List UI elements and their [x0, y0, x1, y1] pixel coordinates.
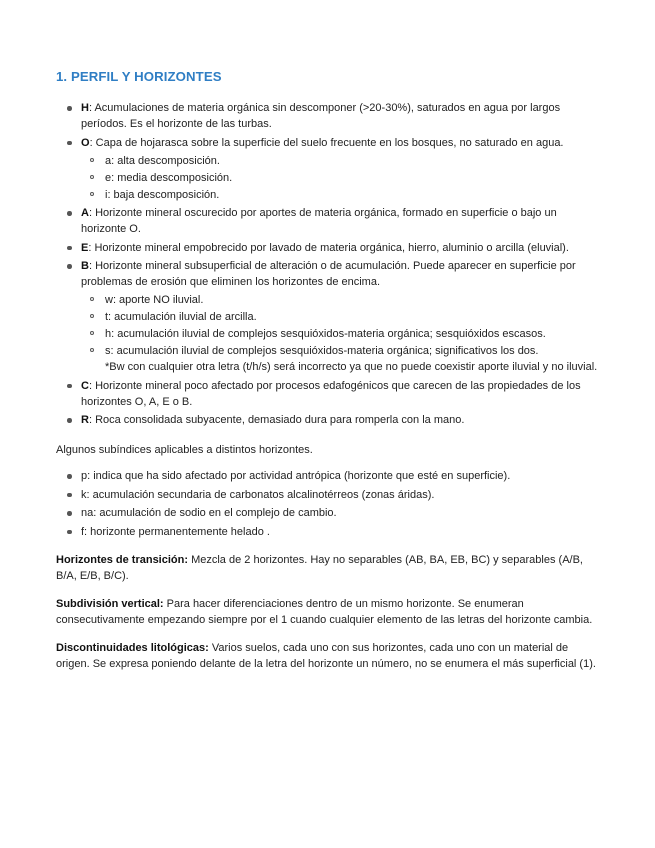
subindex-text: h: acumulación iluvial de complejos sesquióxidos-materia orgánica; sesquióxidos escasos. — [105, 328, 546, 340]
paragraph-label: Horizontes de transición: — [56, 553, 189, 566]
horizon-item-e — [56, 240, 604, 256]
horizon-key: H — [81, 102, 89, 114]
circle-bullet-icon — [90, 158, 94, 162]
paragraph-label: Subdivisión vertical: — [56, 597, 164, 610]
circle-bullet-icon — [90, 331, 94, 335]
suffix-item — [56, 505, 604, 521]
suffix-text: p: indica que ha sido afectado por actividad antrópica (horizonte que esté en superficie). — [81, 470, 511, 482]
bullet-icon — [67, 211, 72, 216]
bullet-icon — [67, 384, 72, 389]
horizon-item-b — [56, 258, 604, 375]
horizon-key: C — [81, 379, 89, 392]
horizon-text: : Horizonte mineral poco afectado por procesos edafogénicos que carecen de las propiedades de los horizontes O, A, E o B. — [81, 379, 581, 408]
bullet-icon — [67, 493, 72, 498]
bullet-icon — [67, 106, 72, 111]
horizon-key: O — [81, 136, 90, 149]
subindex-item — [81, 343, 604, 375]
horizon-text: : Roca consolidada subyacente, demasiado dura para romperla con la mano. — [88, 414, 465, 426]
bullet-icon — [67, 511, 72, 516]
bullet-icon — [67, 264, 72, 269]
horizon-text: : Horizonte mineral empobrecido por lavado de materia orgánica, hierro, aluminio o arcilla (eluvial). — [88, 241, 569, 254]
horizon-key: A — [81, 207, 89, 219]
circle-bullet-icon — [90, 192, 94, 196]
suffix-item — [56, 468, 604, 484]
bullet-icon — [67, 246, 72, 251]
horizon-text: : Capa de hojarasca sobre la superficie del suelo frecuente en los bosques, no saturado en agua. — [89, 136, 564, 149]
horizon-key: B — [81, 260, 89, 272]
bullet-icon — [67, 530, 72, 535]
circle-bullet-icon — [90, 175, 94, 179]
subindex-note: *Bw con cualquier otra letra (t/h/s) será incorrecto ya que no puede coexistir aporte iluvial y no iluvial. — [105, 361, 598, 373]
bullet-icon — [67, 418, 72, 423]
section-title: 1. PERFIL Y HORIZONTES — [56, 69, 222, 84]
paragraph-transition — [56, 552, 604, 584]
horizon-item-r — [56, 412, 604, 428]
suffixes-list — [56, 468, 604, 540]
horizon-item-h — [56, 100, 604, 132]
horizon-item-a — [56, 205, 604, 237]
horizon-text: : Horizonte mineral subsuperficial de alteración o de acumulación. Puede aparecer en superficie por problemas de erosión que eliminen los horizontes de encima. — [81, 260, 576, 288]
paragraph-vertical-subdivision — [56, 596, 604, 628]
bullet-icon — [67, 474, 72, 479]
subindex-text: i: baja descomposición. — [105, 188, 220, 201]
circle-bullet-icon — [90, 297, 94, 301]
subindex-text: a: alta descomposición. — [105, 154, 220, 167]
horizon-o-subindices — [81, 153, 604, 203]
circle-bullet-icon — [90, 348, 94, 352]
subindex-text: w: aporte NO iluvial. — [105, 294, 204, 306]
horizons-list — [56, 100, 604, 428]
subindex-text: e: media descomposición. — [105, 171, 233, 184]
subindex-item — [81, 309, 604, 325]
paragraph-text: Varios suelos, cada uno con sus horizontes, cada uno con un material de origen. Se expresa poniendo delante de la letra del horizonte un número, no se enumera el más superficial (1). — [56, 641, 596, 670]
horizon-text: : Horizonte mineral oscurecido por aportes de materia orgánica, formado en superficie o bajo un horizonte O. — [81, 207, 557, 235]
bullet-icon — [67, 141, 72, 146]
horizon-text: : Acumulaciones de materia orgánica sin descomponer (>20-30%), saturados en agua por largos períodos. Es el horizonte de las turbas. — [81, 102, 561, 130]
suffix-text: k: acumulación secundaria de carbonatos alcalinotérreos (zonas áridas). — [81, 488, 435, 501]
subindex-item — [81, 153, 604, 169]
circle-bullet-icon — [90, 314, 94, 318]
subindex-item — [81, 187, 604, 203]
subindex-item — [81, 326, 604, 342]
subindex-text: t: acumulación iluvial de arcilla. — [105, 311, 257, 323]
suffixes-intro: Algunos subíndices aplicables a distintos horizontes. — [56, 444, 313, 456]
suffix-text: na: acumulación de sodio en el complejo de cambio. — [81, 507, 337, 519]
paragraph-label: Discontinuidades litológicas: — [56, 641, 209, 654]
subindex-item — [81, 170, 604, 186]
subindex-item — [81, 292, 604, 308]
suffix-item — [56, 487, 604, 503]
paragraph-text: Mezcla de 2 horizontes. Hay no separables (AB, BA, EB, BC) y separables (A/B, B/A, E/B, B/C). — [56, 553, 583, 582]
suffix-item — [56, 524, 604, 540]
horizon-item-o — [56, 135, 604, 203]
document-page — [56, 68, 604, 672]
horizon-b-subindices — [81, 292, 604, 375]
horizon-key: R — [81, 414, 89, 426]
paragraph-lithologic-discontinuities — [56, 640, 604, 672]
subindex-text: s: acumulación iluvial de complejos sesquióxidos-materia orgánica; significativos los dos. — [105, 345, 539, 357]
paragraph-text: Para hacer diferenciaciones dentro de un mismo horizonte. Se enumeran consecutivamente empezando siempre por el 1 cuando cualquier elemento de las letras del horizonte cambia. — [56, 597, 593, 626]
suffix-text: f: horizonte permanentemente helado . — [81, 525, 270, 538]
horizon-item-c — [56, 378, 604, 410]
horizon-key: E — [81, 241, 89, 254]
